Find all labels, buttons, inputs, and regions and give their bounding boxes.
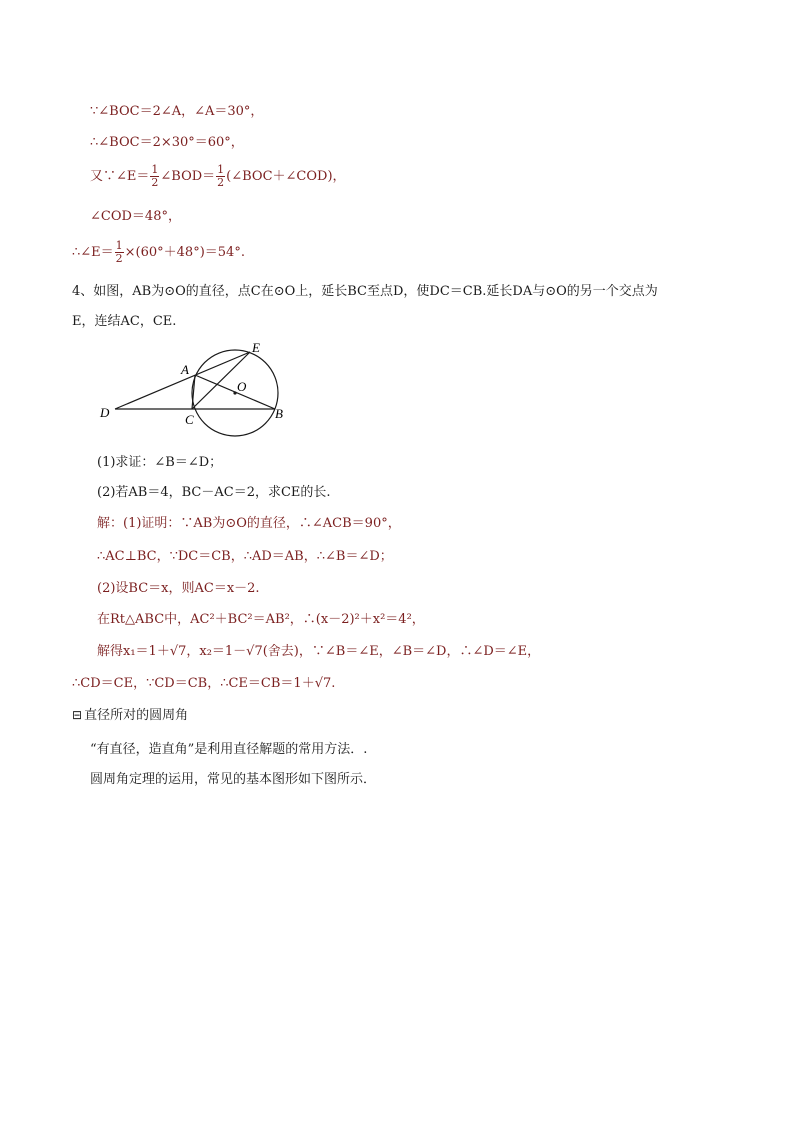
fraction-numerator: 1 [115, 239, 123, 252]
step-cod-value: ∠COD＝48°， [90, 209, 181, 224]
step-result-post: ×(60°＋48°)＝54°. [124, 245, 245, 260]
geometry-figure [95, 337, 295, 437]
fraction-half [216, 164, 225, 189]
step-angle-e-result [72, 240, 245, 265]
problem-statement-line1: 4、如图，AB为⊙O的直径，点C在⊙O上，延长BC至点D，使DC＝CB.延长DA与⊙O的另一个交点为 [72, 284, 658, 299]
fraction-denominator: 2 [151, 176, 159, 189]
label-o: O [237, 379, 247, 394]
step-result-pre: ∴∠E＝ [72, 245, 114, 260]
solution-line1: 解：(1)证明：∵AB为⊙O的直径，∴∠ACB＝90°， [97, 516, 401, 531]
step-angle-e-pre: 又∵∠E＝ [90, 169, 150, 184]
fraction-denominator: 2 [115, 252, 123, 265]
fraction-half [115, 240, 124, 265]
solution-line3: (2)设BC＝x，则AC＝x－2. [97, 581, 260, 596]
section-paragraph-1: “有直径，造直角”是利用直径解题的常用方法．. [90, 742, 368, 757]
section-heading [72, 706, 188, 725]
bullet-icon: ⊟ [72, 708, 83, 722]
label-b: B [275, 406, 283, 421]
line-de [115, 352, 250, 409]
fraction-numerator: 1 [217, 163, 225, 176]
label-e: E [252, 340, 260, 355]
step-boc-relation: ∵∠BOC＝2∠A，∠A＝30°， [90, 104, 264, 119]
label-c: C [185, 412, 194, 427]
solution-line2: ∴AC⊥BC，∵DC＝CB，∴AD＝AB，∴∠B＝∠D； [97, 549, 393, 564]
label-a: A [181, 362, 189, 377]
solution-line4: 在Rt△ABC中，AC²＋BC²＝AB²，∴(x－2)²＋x²＝4²， [97, 612, 425, 627]
solution-line6: ∴CD＝CE，∵CD＝CB，∴CE＝CB＝1＋√7. [72, 676, 336, 691]
section-heading-text: 直径所对的圆周角 [84, 708, 189, 723]
problem-statement-line2: E，连结AC，CE. [72, 314, 177, 329]
step-boc-value: ∴∠BOC＝2×30°＝60°， [90, 135, 244, 150]
solution-line5: 解得x₁＝1＋√7，x₂＝1－√7(舍去)，∵∠B＝∠E，∠B＝∠D，∴∠D＝∠E， [97, 644, 541, 659]
fraction-denominator: 2 [217, 176, 225, 189]
label-d: D [100, 405, 110, 420]
question-1: (1)求证：∠B＝∠D； [97, 455, 223, 470]
step-angle-e [90, 164, 346, 189]
question-2: (2)若AB＝4，BC－AC＝2，求CE的长. [97, 485, 331, 500]
section-paragraph-2: 圆周角定理的运用，常见的基本图形如下图所示． [90, 772, 377, 787]
step-angle-e-mid: ∠BOD＝ [160, 169, 216, 184]
fraction-half [150, 164, 159, 189]
fraction-numerator: 1 [151, 163, 159, 176]
step-angle-e-post: (∠BOC＋∠COD)， [226, 169, 346, 184]
